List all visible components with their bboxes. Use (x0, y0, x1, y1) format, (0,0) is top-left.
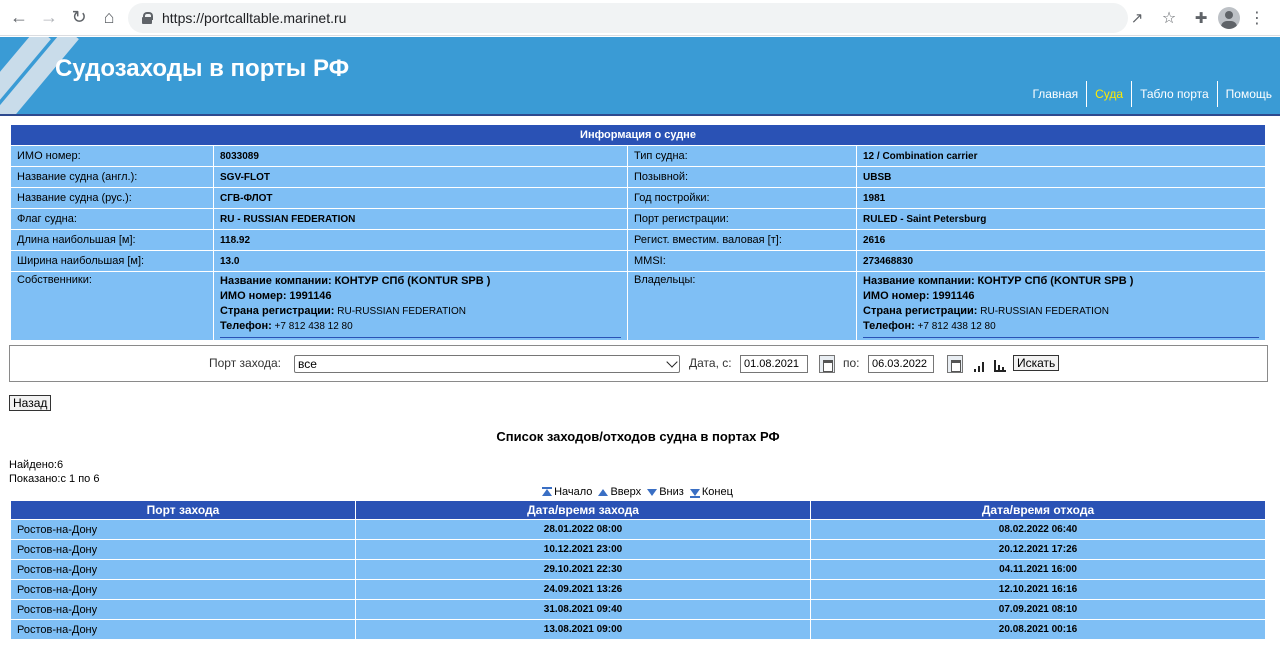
arrival-cell: 13.08.2021 09:00 (356, 620, 810, 639)
reload-icon[interactable]: ↻ (71, 7, 87, 27)
company-country: RU-RUSSIAN FEDERATION (980, 306, 1109, 317)
departure-cell: 07.09.2021 08:10 (811, 600, 1265, 619)
field-value: 13.0 (214, 251, 627, 271)
port-select-value: все (298, 357, 317, 371)
operators-label: Владельцы: (628, 272, 856, 340)
field-value: 12 / Combination carrier (857, 146, 1265, 166)
sort-ascending-icon[interactable] (972, 358, 986, 372)
field-label: Название судна (рус.): (11, 188, 213, 208)
search-form (9, 345, 1268, 382)
field-value: 8033089 (214, 146, 627, 166)
field-label: MMSI: (628, 251, 856, 271)
port-cell: Ростов-на-Дону (11, 560, 355, 579)
field-label: Ширина наибольшая [м]: (11, 251, 213, 271)
departure-cell: 20.08.2021 00:16 (811, 620, 1265, 639)
calendar-icon[interactable] (819, 355, 835, 373)
owners-label: Собственники: (11, 272, 213, 340)
back-arrow-icon[interactable]: ← (10, 7, 28, 27)
date-from-label: Дата, с: (689, 356, 732, 370)
lock-icon[interactable] (140, 11, 154, 25)
menu-item-home[interactable]: Главная (1032, 87, 1079, 101)
field-label: Флаг судна: (11, 209, 213, 229)
found-count: Найдено:6 (9, 459, 64, 471)
arrival-cell: 31.08.2021 09:40 (356, 600, 810, 619)
pager-first-label: Начало (554, 486, 593, 498)
column-header-departure[interactable]: Дата/время отхода (811, 501, 1265, 519)
field-value: 2616 (857, 230, 1265, 250)
date-from-input[interactable]: 01.08.2021 (740, 355, 808, 373)
profile-avatar-icon[interactable] (1218, 7, 1240, 29)
field-label: Год постройки: (628, 188, 856, 208)
table-row (11, 600, 1265, 619)
search-button[interactable]: Искать (1013, 355, 1059, 371)
field-label: Длина наибольшая [м]: (11, 230, 213, 250)
header-divider (0, 114, 1280, 116)
extensions-puzzle-icon[interactable]: ✚ (1194, 10, 1208, 27)
company-phone: +7 812 438 12 80 (274, 321, 353, 332)
field-label: Регист. вместим. валовая [т]: (628, 230, 856, 250)
field-value: СГВ-ФЛОТ (214, 188, 627, 208)
company-imo: 1991146 (289, 290, 332, 302)
table-row (11, 560, 1265, 579)
forward-arrow-icon[interactable]: → (40, 7, 58, 27)
top-menu (1024, 81, 1280, 107)
pager-down-link[interactable] (647, 486, 685, 498)
table-row (11, 540, 1265, 559)
company-name: КОНТУР СПб (KONTUR SPB ) (334, 275, 491, 287)
port-cell: Ростов-на-Дону (11, 580, 355, 599)
field-label: Название судна (англ.): (11, 167, 213, 187)
company-label: Название компании: (863, 275, 975, 287)
back-button[interactable]: Назад (9, 395, 51, 411)
port-select[interactable] (294, 355, 680, 373)
shown-count: Показано:с 1 по 6 (9, 473, 100, 485)
table-row (11, 620, 1265, 639)
result-counts (9, 458, 99, 486)
company-phone: +7 812 438 12 80 (917, 321, 996, 332)
share-icon[interactable]: ↗ (1130, 10, 1144, 27)
first-page-icon (542, 487, 552, 497)
date-to-input[interactable]: 06.03.2022 (868, 355, 934, 373)
operator-details (857, 272, 1265, 340)
site-title: Судозаходы в порты РФ (55, 55, 350, 82)
arrow-down-icon (647, 487, 657, 497)
calendar-icon[interactable] (947, 355, 963, 373)
port-cell: Ростов-на-Дону (11, 520, 355, 539)
imo-label: ИМО номер: (863, 290, 930, 302)
arrival-cell: 24.09.2021 13:26 (356, 580, 810, 599)
company-label: Название компании: (220, 275, 332, 287)
field-value: 1981 (857, 188, 1265, 208)
arrival-cell: 29.10.2021 22:30 (356, 560, 810, 579)
port-label: Порт захода: (209, 356, 281, 370)
field-value: RU - RUSSIAN FEDERATION (214, 209, 627, 229)
field-value: 118.92 (214, 230, 627, 250)
url-text: https://portcalltable.marinet.ru (162, 10, 347, 26)
departure-cell: 12.10.2021 16:16 (811, 580, 1265, 599)
owner-details (214, 272, 627, 340)
port-calls-table (10, 500, 1266, 640)
company-imo: 1991146 (932, 290, 975, 302)
phone-label: Телефон: (220, 320, 272, 332)
country-label: Страна регистрации: (220, 305, 335, 317)
table-row (11, 580, 1265, 599)
field-label: Тип судна: (628, 146, 856, 166)
company-name: КОНТУР СПб (KONTUR SPB ) (977, 275, 1134, 287)
company-country: RU-RUSSIAN FEDERATION (337, 306, 466, 317)
field-value: RULED - Saint Petersburg (857, 209, 1265, 229)
column-header-arrival[interactable]: Дата/время захода (356, 501, 810, 519)
pager-up-label: Вверх (610, 486, 642, 498)
column-header-port[interactable]: Порт захода (11, 501, 355, 519)
menu-item-port-board[interactable]: Табло порта (1131, 81, 1217, 107)
menu-kebab-icon[interactable]: ⋮ (1249, 10, 1265, 27)
site-header (0, 37, 1280, 114)
field-value: 273468830 (857, 251, 1265, 271)
browser-toolbar (0, 0, 1280, 36)
port-cell: Ростов-на-Дону (11, 540, 355, 559)
address-bar[interactable] (128, 3, 1128, 33)
menu-item-ships[interactable]: Суда (1086, 81, 1131, 107)
phone-label: Телефон: (863, 320, 915, 332)
field-label: Порт регистрации: (628, 209, 856, 229)
field-label: Позывной: (628, 167, 856, 187)
arrow-up-icon (598, 487, 608, 497)
field-value: UBSB (857, 167, 1265, 187)
departure-cell: 20.12.2021 17:26 (811, 540, 1265, 559)
arrival-cell: 10.12.2021 23:00 (356, 540, 810, 559)
pager-last-label: Конец (701, 486, 733, 498)
departure-cell: 04.11.2021 16:00 (811, 560, 1265, 579)
pager (0, 486, 1276, 500)
field-label: ИМО номер: (11, 146, 213, 166)
home-icon[interactable]: ⌂ (103, 7, 115, 27)
pager-first-link[interactable] (542, 486, 593, 498)
ship-info-table (10, 124, 1266, 341)
menu-item-help[interactable]: Помощь (1217, 81, 1280, 107)
bookmark-star-icon[interactable]: ☆ (1161, 10, 1177, 27)
pager-up-link[interactable] (598, 486, 642, 498)
ship-info-title: Информация о судне (11, 125, 1265, 145)
sort-descending-icon[interactable] (993, 358, 1007, 372)
port-cell: Ростов-на-Дону (11, 600, 355, 619)
field-value: SGV-FLOT (214, 167, 627, 187)
arrival-cell: 28.01.2022 08:00 (356, 520, 810, 539)
departure-cell: 08.02.2022 06:40 (811, 520, 1265, 539)
port-cell: Ростов-на-Дону (11, 620, 355, 639)
table-row (11, 520, 1265, 539)
pager-down-label: Вниз (659, 486, 684, 498)
date-to-label: по: (843, 356, 860, 370)
country-label: Страна регистрации: (863, 305, 978, 317)
chevron-down-icon (666, 356, 677, 367)
imo-label: ИМО номер: (220, 290, 287, 302)
last-page-icon (690, 487, 700, 497)
pager-last-link[interactable] (690, 486, 734, 498)
list-title: Список заходов/отходов судна в портах РФ (496, 429, 780, 444)
